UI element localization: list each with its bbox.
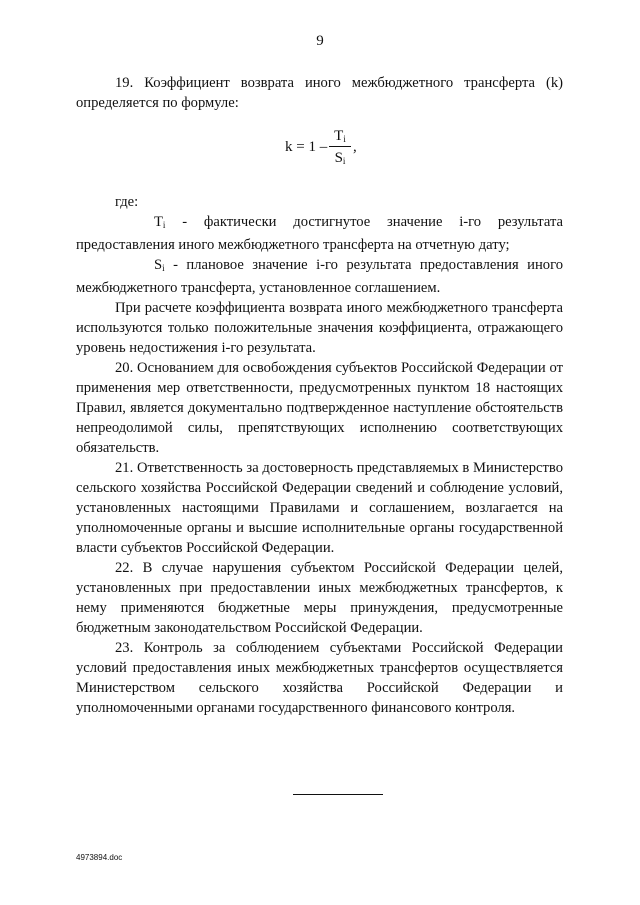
- body-text: [76, 192, 563, 718]
- paragraph-22: 22. В случае нарушения субъектом Российской Федерации целей, установленных при предоставлении иных межбюджетных трансфертов, к нему применяются бюджетные меры принуждения, предусмотренные бюджетным законодательством Российской Федерации.: [76, 560, 563, 636]
- end-rule: [293, 794, 383, 795]
- formula-numerator: $T_i$: [334, 128, 346, 144]
- paragraph-21: 21. Ответственность за достоверность представляемых в Министерство сельского хозяйства Российской Федерации сведений и соблюдение условий, установленных настоящими Правилами и соглашением, возлагается на уполномоченные органы и высшие исполнительные органы государственной власти субъектов Российской Федерации.: [76, 460, 563, 556]
- paragraph-20: 20. Основанием для освобождения субъектов Российской Федерации от применения мер ответственности, предусмотренных пунктом 18 настоящих Правил, является документально подтвержденное наступление обстоятельств непреодолимой силы, препятствующих исполнению соответствующих обязательств.: [76, 360, 563, 456]
- definition-t: $T_i$ - фактически достигнутое значение i-го результата предоставления иного межбюджетного трансферта на отчетную дату;: [76, 214, 563, 253]
- formula-lhs: k = 1 –: [285, 139, 328, 155]
- paragraph-19: [76, 73, 563, 113]
- paragraph-coefficient-note: При расчете коэффициента возврата иного межбюджетного трансферта используются только положительные значения коэффициента, отражающего уровень недостижения i-го результата.: [76, 300, 563, 356]
- paragraph-23: 23. Контроль за соблюдением субъектами Российской Федерации условий предоставления иных межбюджетных трансфертов осуществляется Министерством сельского хозяйства Российской Федерации и уполномоченными органами государственного финансового контроля.: [76, 640, 563, 716]
- formula-fraction: [329, 127, 351, 167]
- footer-filename: 4973894.doc: [76, 853, 123, 862]
- where-label: где:: [115, 194, 139, 210]
- paragraph-19-text: 19. Коэффициент возврата иного межбюджетного трансферта (k) определяется по формуле:: [76, 75, 563, 111]
- page-number: 9: [316, 33, 324, 49]
- formula-denominator: $S_i$: [334, 150, 346, 166]
- formula: [285, 125, 405, 173]
- var-s: $S_i$: [154, 257, 165, 273]
- formula-comma: ,: [353, 139, 357, 155]
- fraction-bar: [329, 146, 351, 147]
- var-t: $T_i$: [154, 214, 166, 230]
- definition-s: $S_i$ - плановое значение i-го результата предоставления иного межбюджетного трансферта, установленное соглашением.: [76, 257, 563, 296]
